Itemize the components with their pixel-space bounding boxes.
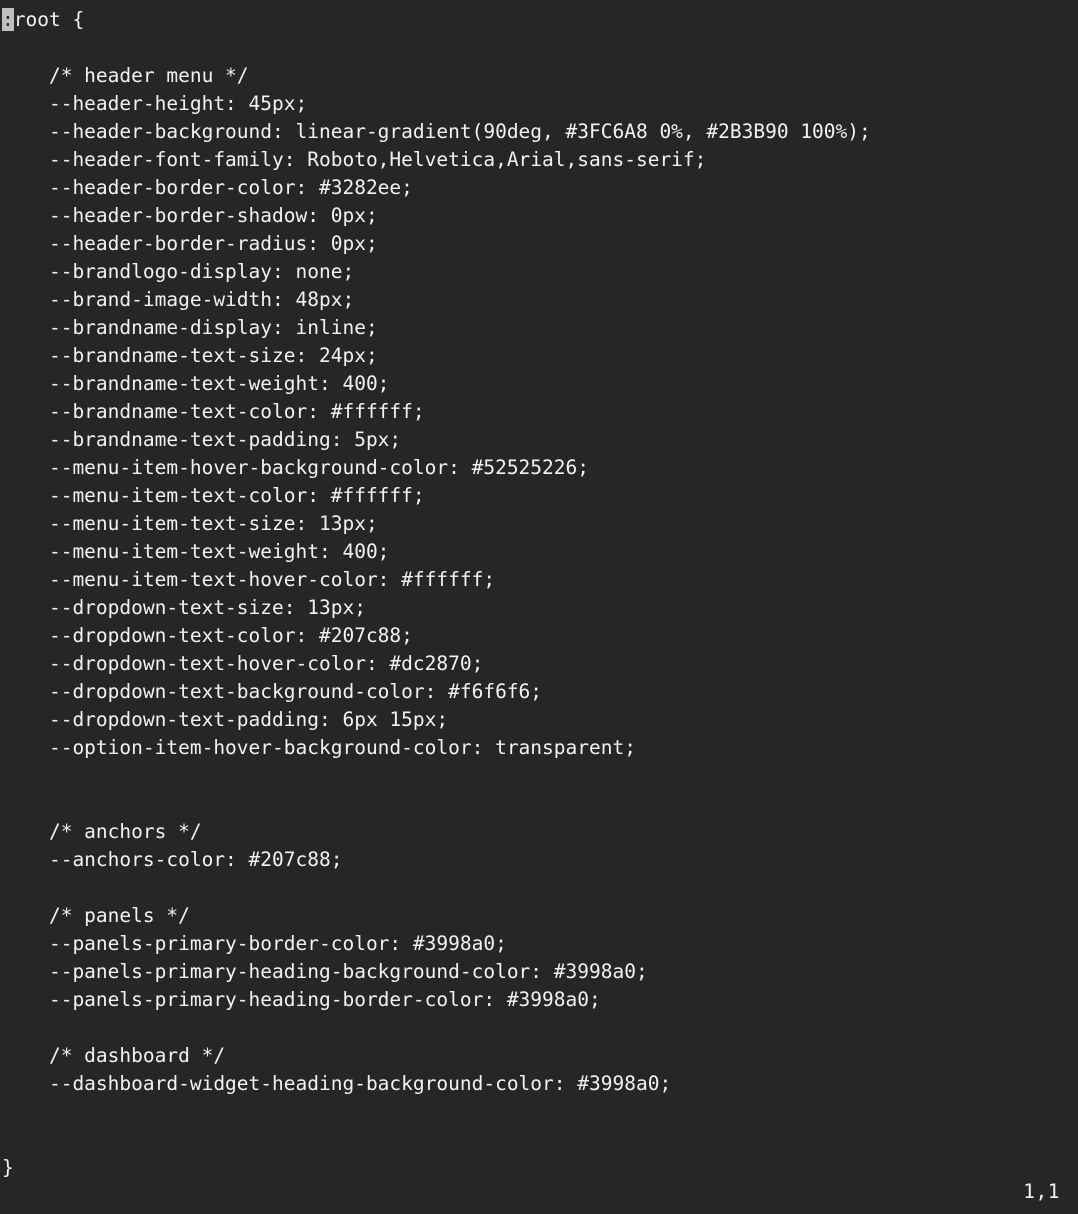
code-line xyxy=(2,1126,1078,1154)
code-line: --dropdown-text-hover-color: #dc2870; xyxy=(2,652,484,675)
code-line: /* header menu */ xyxy=(2,64,249,87)
code-line xyxy=(2,1014,1078,1042)
code-line: --brand-image-width: 48px; xyxy=(2,288,355,311)
code-line: --menu-item-text-weight: 400; xyxy=(2,540,390,563)
code-line: /* dashboard */ xyxy=(2,1044,226,1067)
code-line xyxy=(2,762,1078,790)
code-line xyxy=(2,874,1078,902)
code-line: --brandname-text-color: #ffffff; xyxy=(2,400,425,423)
code-line: --brandname-display: inline; xyxy=(2,316,378,339)
code-line: --panels-primary-border-color: #3998a0; xyxy=(2,932,507,955)
code-line: --header-border-radius: 0px; xyxy=(2,232,378,255)
code-line: /* anchors */ xyxy=(2,820,202,843)
code-line: --menu-item-text-color: #ffffff; xyxy=(2,484,425,507)
code-line: } xyxy=(2,1156,14,1179)
code-line: --brandname-text-padding: 5px; xyxy=(2,428,402,451)
code-line: --brandname-text-size: 24px; xyxy=(2,344,378,367)
code-line: --panels-primary-heading-background-color: #3998a0; xyxy=(2,960,648,983)
code-line: --dropdown-text-size: 13px; xyxy=(2,596,366,619)
code-line: --menu-item-text-hover-color: #ffffff; xyxy=(2,568,496,591)
code-line: --header-border-shadow: 0px; xyxy=(2,204,378,227)
code-line: --header-border-color: #3282ee; xyxy=(2,176,413,199)
first-line-text: root { xyxy=(13,8,85,31)
code-line: /* panels */ xyxy=(2,904,190,927)
code-line xyxy=(2,34,1078,62)
code-line: --anchors-color: #207c88; xyxy=(2,848,343,871)
code-lines xyxy=(2,34,1078,1182)
code-area[interactable] xyxy=(0,6,1078,1182)
code-line: --header-height: 45px; xyxy=(2,92,308,115)
status-bar-position: 1,1 xyxy=(1023,1180,1060,1203)
code-line: --header-background: linear-gradient(90deg, #3FC6A8 0%, #2B3B90 100%); xyxy=(2,120,871,143)
code-line: --dropdown-text-background-color: #f6f6f6; xyxy=(2,680,543,703)
code-line: --panels-primary-heading-border-color: #3998a0; xyxy=(2,988,601,1011)
code-line xyxy=(2,1098,1078,1126)
code-line xyxy=(2,790,1078,818)
code-line: --menu-item-hover-background-color: #52525226; xyxy=(2,456,589,479)
code-line: --menu-item-text-size: 13px; xyxy=(2,512,378,535)
code-line: --option-item-hover-background-color: transparent; xyxy=(2,736,636,759)
code-line: --brandname-text-weight: 400; xyxy=(2,372,390,395)
text-cursor: : xyxy=(2,8,14,31)
code-line: --brandlogo-display: none; xyxy=(2,260,355,283)
code-line: --dropdown-text-color: #207c88; xyxy=(2,624,413,647)
code-line: --dashboard-widget-heading-background-color: #3998a0; xyxy=(2,1072,672,1095)
code-line: --dropdown-text-padding: 6px 15px; xyxy=(2,708,449,731)
code-line: --header-font-family: Roboto,Helvetica,Arial,sans-serif; xyxy=(2,148,707,171)
first-line xyxy=(2,6,1078,34)
